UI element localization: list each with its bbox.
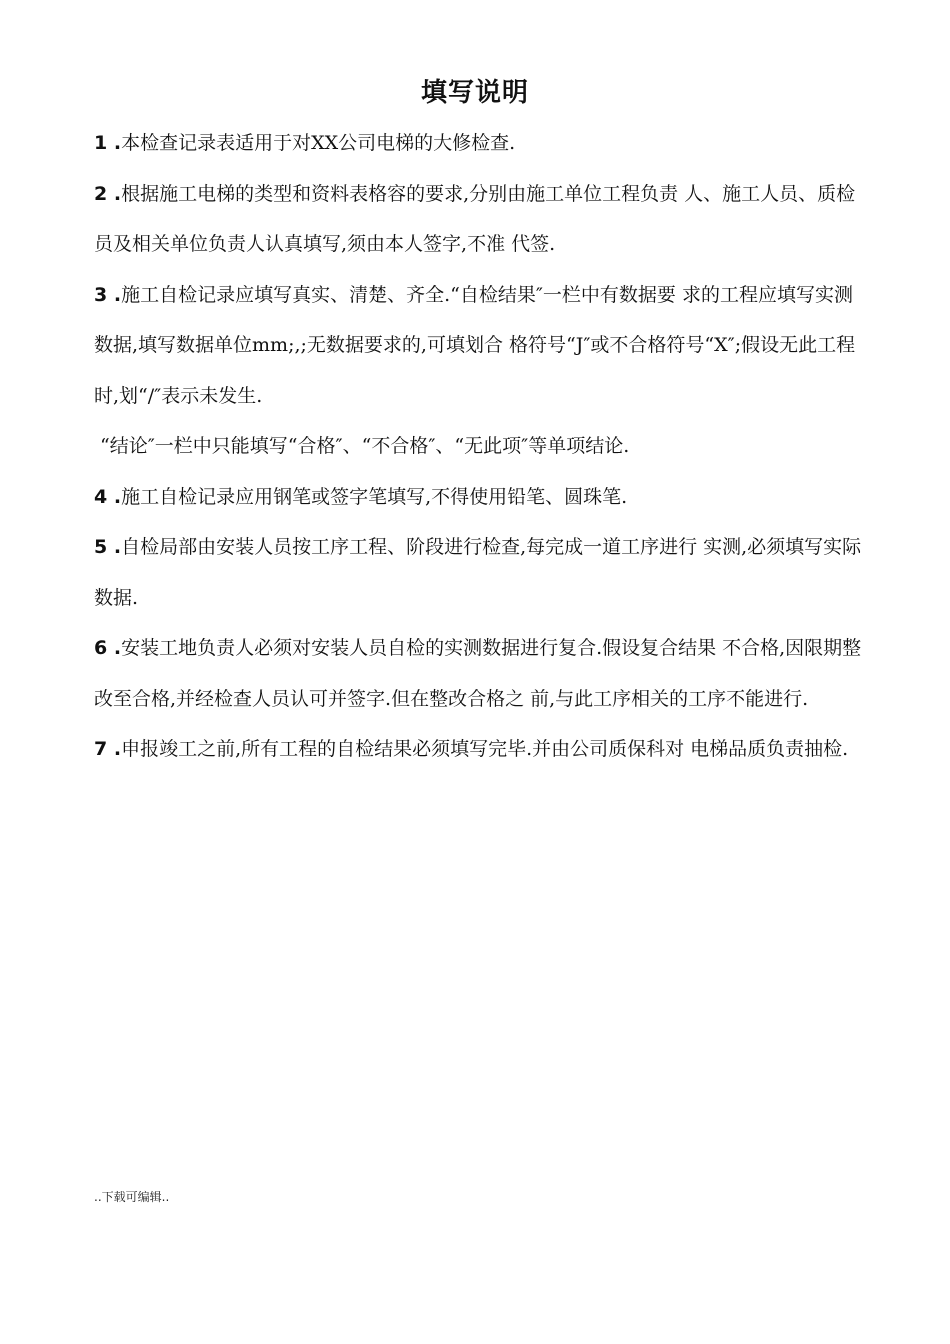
item-text: 施工自检记录应用钢笔或签字笔填写,不得使用铅笔、圆珠笔. bbox=[121, 485, 628, 508]
item-number: 3 . bbox=[94, 283, 122, 306]
item-text: 施工自检记录应填写真实、清楚、齐全.“自检结果″一栏中有数据要 求的工程应填写实测数据,填写数据单位mm;,;无数据要求的,可填划合 格符号“J″或不合格符号“X″;假设无此工程时,划“/″表示未发生. bbox=[94, 283, 856, 407]
item-text: 自检局部由安装人员按工序工程、阶段进行检查,每完成一道工序进行 实测,必须填写实际数据. bbox=[94, 536, 862, 609]
item-text: 申报竣工之前,所有工程的自检结果必须填写完毕.并由公司质保科对 电梯品质负责抽检. bbox=[121, 738, 849, 760]
instruction-item-3-conclusion bbox=[94, 421, 870, 472]
instructions-body bbox=[94, 118, 870, 775]
item-number: 4 . bbox=[94, 485, 122, 508]
instruction-item-1 bbox=[94, 118, 870, 169]
instruction-item-2 bbox=[94, 169, 870, 270]
item-number: 5 . bbox=[94, 536, 122, 558]
item-number: 6 . bbox=[94, 637, 122, 659]
instruction-item-3 bbox=[94, 270, 870, 422]
instruction-item-7 bbox=[94, 724, 870, 775]
item-text: 本检查记录表适用于对XX公司电梯的大修检查. bbox=[121, 132, 516, 154]
page-title: 填写说明 bbox=[420, 78, 529, 108]
instruction-item-6 bbox=[94, 623, 870, 724]
footer-note: ..下载可编辑.. bbox=[94, 1190, 170, 1204]
instruction-item-4 bbox=[94, 472, 870, 523]
item-text: 根据施工电梯的类型和资料表格容的要求,分别由施工单位工程负责 人、施工人员、质检员及相关单位负责人认真填写,须由本人签字,不准 代签. bbox=[94, 182, 856, 255]
instruction-item-5 bbox=[94, 522, 870, 623]
item-text: 安装工地负责人必须对安装人员自检的实测数据进行复合.假设复合结果 不合格,因限期整改至合格,并经检查人员认可并签字.但在整改合格之 前,与此工序相关的工序不能进行. bbox=[94, 637, 862, 710]
item-number: 7 . bbox=[94, 738, 122, 760]
item-number: 1 . bbox=[94, 132, 122, 154]
item-number: 2 . bbox=[94, 182, 122, 205]
item-text: “结论″一栏中只能填写“合格″、“不合格″、“无此项″等单项结论. bbox=[100, 435, 630, 457]
